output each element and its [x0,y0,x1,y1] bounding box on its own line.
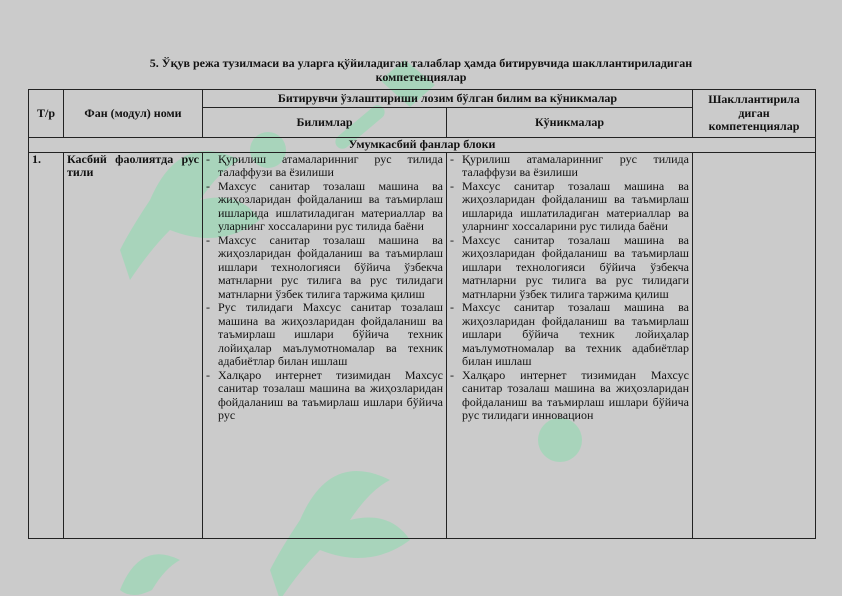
title-line-2: компетенциялар [375,69,467,84]
knowledge-cell [203,152,447,538]
row-subject: Касбий фаолиятда рус тили [64,152,203,538]
knowledge-item: - Махсус санитар тозалаш машина ва жиҳозларидан фойдаланиш ва таъмирлаш ишларида ишлатиладиган материаллар ва уларнинг хоссаларини рус тилида баёни [206,178,443,233]
skills-item: - Махсус санитар тозалаш машина ва жиҳозларидан фойдаланиш ва таъмирлаш ишлари бўйича техник лойиҳалар маълумотномалар ва техник адабиётлар билан ишлаш [450,300,689,368]
header-skills: Кўникмалар [447,108,693,138]
skills-item: - Махсус санитар тозалаш машина ва жиҳозларидан фойдаланиш ва таъмирлаш ишлари технологияси бўйича ўзбекча матнларни рус тилига ва рус тилидаги матнларни ўзбек тилига таржима қилиш [450,232,689,301]
skills-cell [447,152,693,538]
header-knowledge-group: Битирувчи ўзлаштириши лозим бўлган билим ва кўникмалар [203,90,693,108]
skills-item: - Халқаро интернет тизимидан Махсус санитар тозалаш машина ва жиҳозларидан фойдаланиш ва таъмирлаш ишлари бўйича рус тилидаги инновацион [450,367,689,422]
title-line-1: 5. Ўқув режа тузилмаси ва уларга қўйиладиган талаблар ҳамда битирувчида шакллантириладиган [149,56,693,70]
skills-item: - Махсус санитар тозалаш машина ва жиҳозларидан фойдаланиш ва таъмирлаш ишларида ишлатиладиган материаллар ва уларнинг хоссаларини рус тилида баёни [450,178,689,233]
knowledge-item: - Халқаро интернет тизимидан Махсус санитар тозалаш машина ва жиҳозларидан фойдаланиш ва таъмирлаш ишлари бўйича рус [206,367,443,422]
knowledge-item: - Рус тилидаги Махсус санитар тозалаш машина ва жиҳозларидан фойдаланиш ва таъмирлаш ишлари бўйича техник лойиҳалар маълумотномалар ва техник адабиётлар билан ишлаш [206,300,443,368]
knowledge-item: - Қурилиш атамаларинниг рус тилида талаффузи ва ёзилиши [206,151,443,179]
curriculum-table [28,89,816,539]
page-title [40,57,802,84]
header-subject: Фан (модул) номи [64,90,203,138]
header-knowledge: Билимлар [203,108,447,138]
competencies-cell [693,152,816,538]
block-title: Умумкасбий фанлар блоки [29,138,816,153]
row-num: 1. [29,152,64,538]
header-num: Т/р [29,90,64,138]
skills-item: - Қурилиш атамаларинниг рус тилида талаффузи ва ёзилиши [450,151,689,179]
header-competencies: Шакллантирила диган компетенциялар [693,90,816,138]
knowledge-item: - Махсус санитар тозалаш машина ва жиҳозларидан фойдаланиш ва таъмирлаш ишлари технологияси бўйича ўзбекча матнларни рус тилига ва рус тилидаги матнларни ўзбек тилига таржима қилиш [206,232,443,301]
